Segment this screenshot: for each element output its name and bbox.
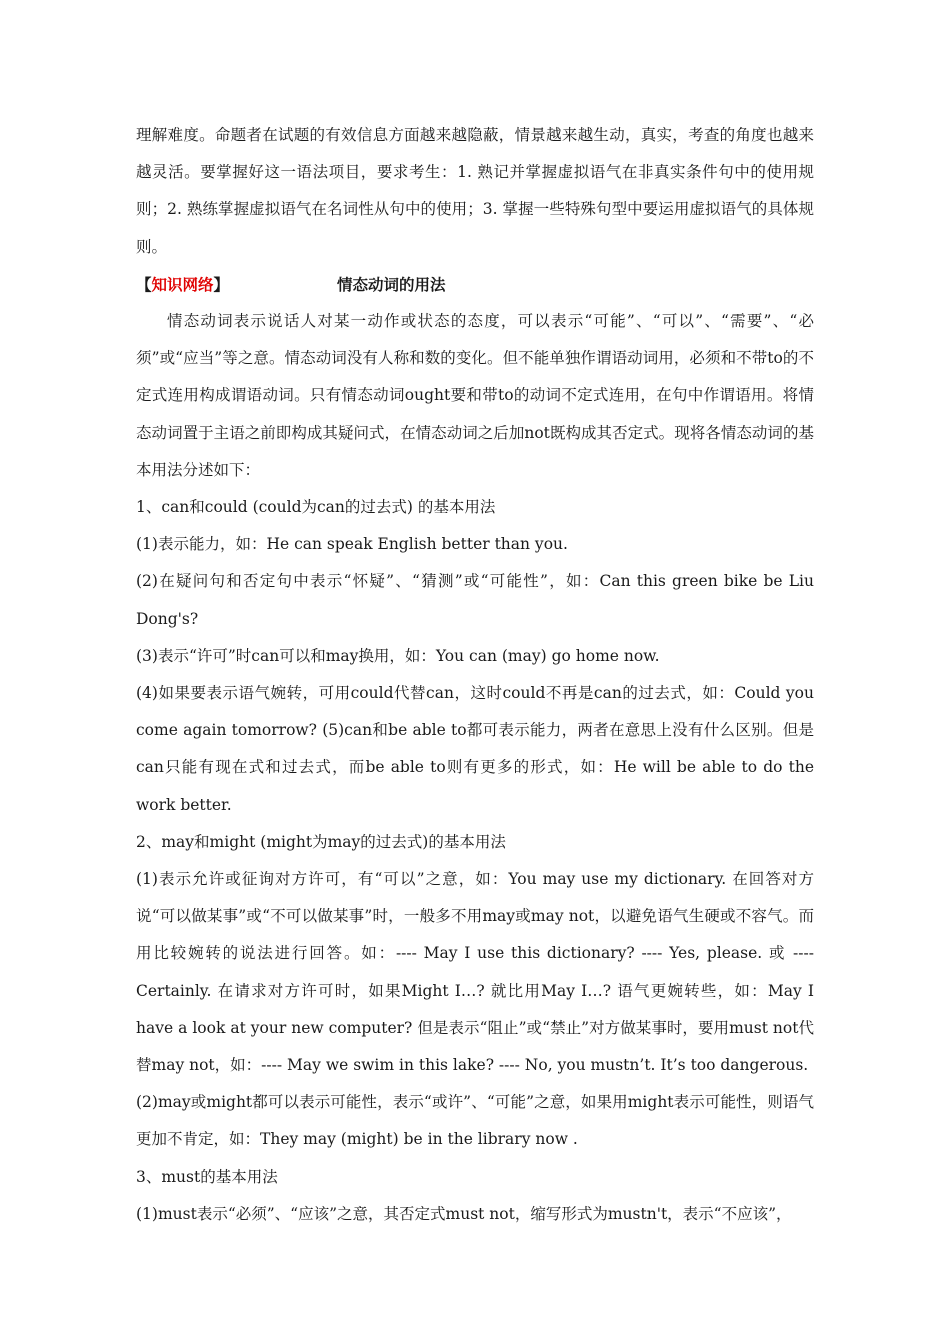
can-could-subheading: 1、can和could (could为can的过去式) 的基本用法 [136,498,496,517]
modal-verbs-overview: 情态动词表示说话人对某一动作或状态的态度，可以表示“可能”、“可以”、“需要”、“必须”或“应当”等之意。情态动词没有人称和数的变化。但不能单独作谓语动词用，必须和不带to的不定式连用构成谓语动词。只有情态动词ought要和带to的动词不定式连用，在句中作谓语用。将情态动词置于主语之前即构成其疑问式，在情态动词之后加not既构成其否定式。现将各情态动词的基本用法分述如下： [136,312,814,479]
section-heading [136,266,814,303]
can-usage-4-5: (4)如果要表示语气婉转，可用could代替can，这时could不再是can的过去式，如：Could you come again tomorrow? (5)can和be able to都可表示能力，两者在意思上没有什么区别。但是can只能有现在式和过去式，而be able to则有更多的形式，如：He will be able to do the work better. [136,684,814,814]
may-might-subheading: 2、may和might (might为may的过去式)的基本用法 [136,832,506,851]
must-usage-1: (1)must表示“必须”、“应该”之意，其否定式must not，缩写形式为mustn't，表示“不应该”， [136,1204,792,1223]
can-usage-2: (2)在疑问句和否定句中表示“怀疑”、“猜测”或“可能性”，如：Can this green bike be Liu Dong's? [136,572,814,628]
may-usage-2: (2)may或might都可以表示可能性，表示“或许”、“可能”之意，如果用might表示可能性，则语气更加不肯定，如：They may (might) be in the library now . [136,1093,814,1149]
document-page [136,117,814,1233]
must-subheading: 3、must的基本用法 [136,1167,278,1186]
heading-open-bracket: 【 [136,274,152,294]
may-usage-1: (1)表示允许或征询对方许可，有“可以”之意，如：You may use my dictionary. 在回答对方说“可以做某事”或“不可以做某事”时，一般多不用may或may not，以避免语气生硬或不容气。而用比较婉转的说法进行回答。如：---- May I use this dictionary? ---- Yes, please. 或 ---- Certainly. 在请求对方许可时，如果Might I…? 就比用May I…? 语气更婉转些，如：May I have a look at your new computer? 但是表示“阻止”或“禁止”对方做某事时，要用must not代替may not，如：---- May we swim in this lake? ---- No, you mustn’t. It’s too dangerous. [136,870,814,1075]
section-title: 情态动词的用法 [337,274,446,294]
can-usage-3: (3)表示“许可”时can可以和may换用，如：You can (may) go home now. [136,646,660,665]
intro-paragraph: 理解难度。命题者在试题的有效信息方面越来越隐蔽，情景越来越生动，真实，考查的角度也越来越灵活。要掌握好这一语法项目，要求考生：1. 熟记并掌握虚拟语气在非真实条件句中的使用规则；2. 熟练掌握虚拟语气在名词性从句中的使用；3. 掌握一些特殊句型中要运用虚拟语气的具体规则。 [136,126,814,256]
heading-close-bracket: 】 [213,274,230,294]
knowledge-network-label: 知识网络 [151,274,214,294]
can-usage-1: (1)表示能力，如：He can speak English better than you. [136,535,568,554]
